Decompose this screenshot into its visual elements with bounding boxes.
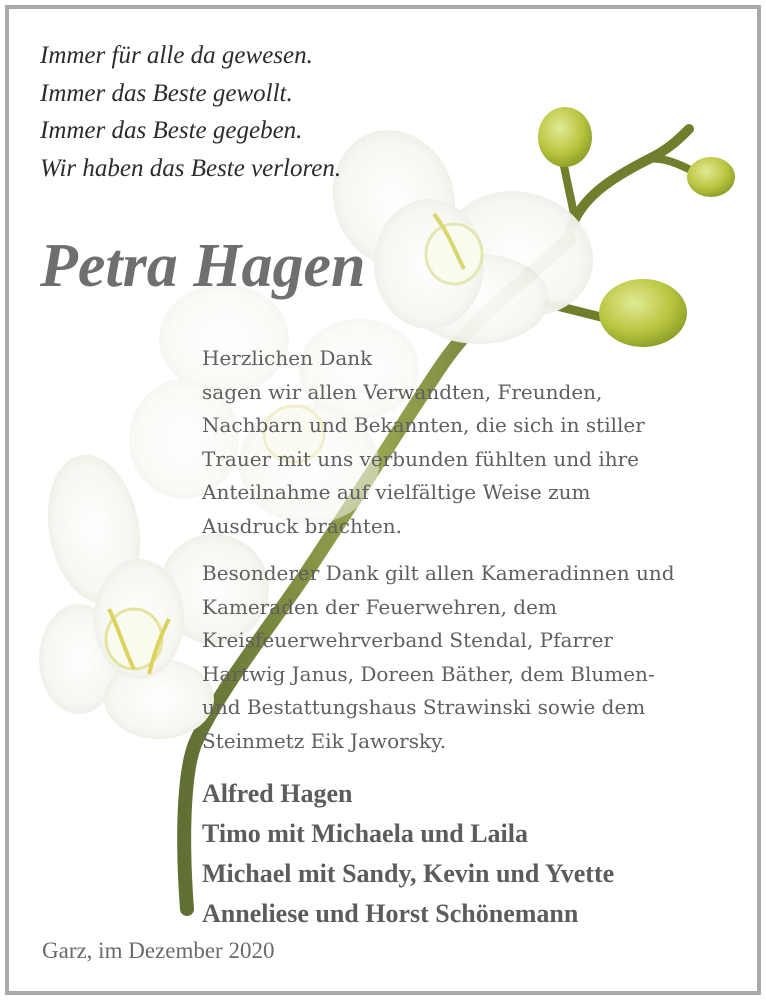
text-line: sagen wir allen Verwandten, Freunden, [202, 379, 603, 404]
family-member: Anneliese und Horst Schönemann [202, 899, 579, 928]
thanks-paragraph-2 [202, 557, 675, 758]
text-line: Anteilnahme auf vielfältige Weise zum [202, 480, 591, 504]
family-member: Alfred Hagen [202, 779, 353, 808]
obituary-card [5, 5, 761, 995]
orchid-bud [538, 107, 592, 167]
poem-line: Immer das Beste gegeben. [40, 117, 303, 144]
text-line: Steinmetz Eik Jaworsky. [202, 728, 447, 753]
poem [40, 37, 341, 187]
text-line: Nachbarn und Bekannten, die sich in stiller [202, 413, 645, 437]
place-and-date: Garz, im Dezember 2020 [42, 938, 275, 963]
text-line: Kreisfeuerwehrverband Stendal, Pfarrer [202, 628, 613, 652]
orchid-bud [599, 279, 687, 347]
text-line: Kameraden der Feuerwehren, dem [202, 594, 557, 619]
text-line: Besonderer Dank gilt allen Kameradinnen und [202, 561, 675, 585]
deceased-name: Petra Hagen [40, 232, 366, 300]
poem-line: Immer das Beste gewollt. [40, 79, 293, 107]
text-line: Herzlichen Dank [202, 346, 373, 370]
text-line: Hartwig Janus, Doreen Bäther, dem Blumen- [202, 661, 655, 686]
thanks-paragraph-1 [202, 342, 645, 543]
text-line: und Bestattungshaus Strawinski sowie dem [202, 695, 646, 719]
text-line: Ausdruck brachten. [202, 513, 402, 538]
poem-line: Immer für alle da gewesen. [40, 42, 313, 69]
family-member: Michael mit Sandy, Kevin und Yvette [202, 859, 615, 888]
family-signatures [202, 774, 614, 934]
poem-line: Wir haben das Beste verloren. [40, 154, 342, 182]
family-member: Timo mit Michaela und Laila [202, 819, 528, 848]
text-line: Trauer mit uns verbunden fühlten und ihre [202, 446, 640, 471]
orchid-bud [687, 157, 735, 197]
